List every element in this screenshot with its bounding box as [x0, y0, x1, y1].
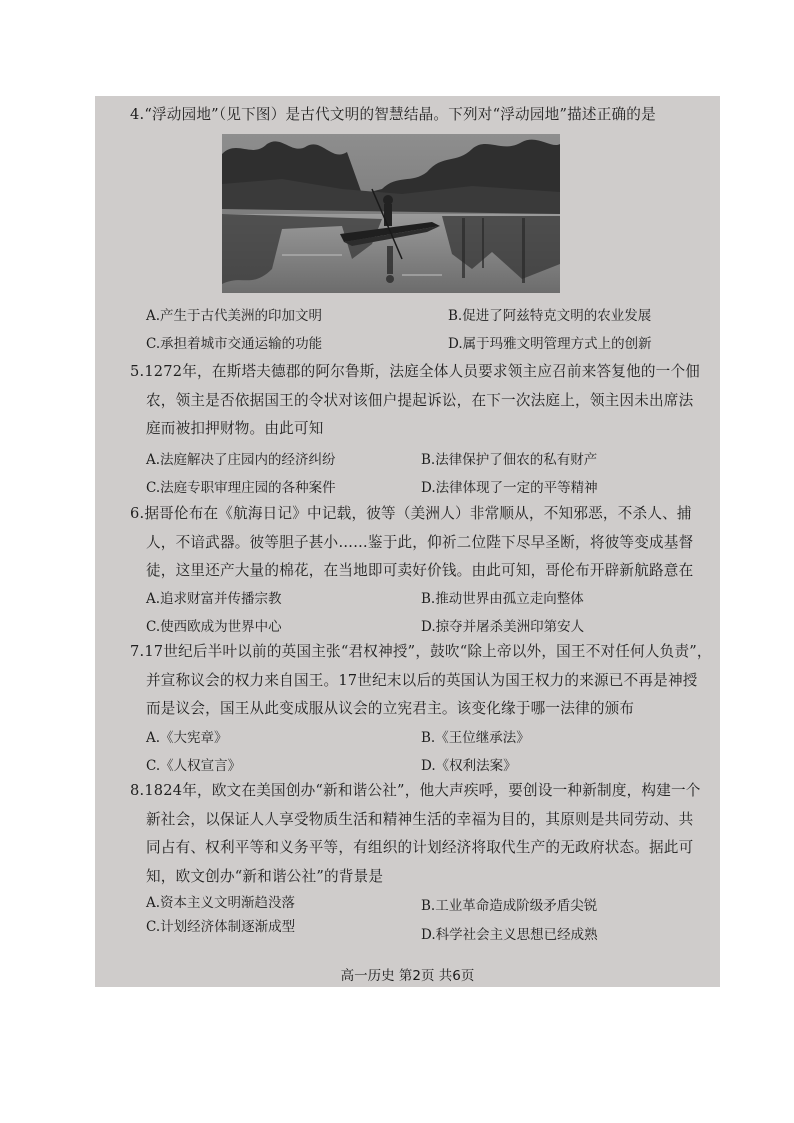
stem-line: 并宣称议会的权力来自国王。17世纪末以后的英国认为国王权力的来源已不再是神授 — [146, 671, 698, 689]
option-d[interactable]: D.法律体现了一定的平等精神 — [421, 480, 598, 496]
stem-line: 知，欧文创办“新和谐公社”的背景是 — [146, 867, 384, 885]
stem-line: 8.1824年，欧文在美国创办“新和谐公社”，他大声疾呼，要创设一种新制度，构建一个 — [130, 782, 701, 799]
stem-line: 人，不谙武器。彼等胆子甚小……鉴于此，仰祈二位陛下尽早圣断，将彼等变成基督 — [146, 533, 694, 551]
stem-line: 5.1272年，在斯塔夫德郡的阿尔鲁斯，法庭全体人员要求领主应召前来答复他的一个佃 — [130, 363, 701, 380]
option-a[interactable]: A.法庭解决了庄园内的经济纠纷 — [146, 452, 336, 468]
option-c[interactable]: C.《人权宣言》 — [146, 758, 242, 774]
option-a[interactable]: A.《大宪章》 — [146, 730, 228, 746]
option-d[interactable]: D.科学社会主义思想已经成熟 — [421, 927, 598, 943]
stem-line: 徒，这里还产大量的棉花，在当地即可卖好价钱。由此可知，哥伦布开辟新航路意在 — [146, 562, 694, 579]
question-6-stem — [130, 500, 715, 586]
stem-line: 6.据哥伦布在《航海日记》中记载，彼等（美洲人）非常顺从，不知邪恶，不杀人、捕 — [130, 505, 692, 522]
stem-line: 新社会，以保证人人享受物质生活和精神生活的幸福为目的，其原则是共同劳动、共 — [146, 810, 694, 828]
page-footer: 高一历史 第2页 共6页 — [340, 968, 475, 984]
question-7-stem — [130, 638, 715, 724]
question-5-stem — [130, 358, 715, 444]
stem-line: 4.“浮动园地”（见下图）是古代文明的智慧结晶。下列对“浮动园地”描述正确的是 — [130, 106, 656, 123]
option-b[interactable]: B.法律保护了佃农的私有财产 — [421, 452, 598, 468]
option-c[interactable]: C.法庭专职审理庄园的各种案件 — [146, 480, 336, 496]
stem-line: 7.17世纪后半叶以前的英国主张“君权神授”，鼓吹“除上帝以外，国王不对任何人负责”， — [130, 643, 712, 660]
option-b[interactable]: B.工业革命造成阶级矛盾尖锐 — [421, 898, 598, 914]
stem-line: 庭而被扣押财物。由此可知 — [146, 420, 324, 437]
option-d[interactable]: D.《权利法案》 — [421, 758, 517, 774]
question-8-stem — [130, 777, 715, 891]
stem-line: 同占有、权利平等和义务平等，有组织的计划经济将取代生产的无政府状态。据此可 — [146, 839, 694, 856]
option-d[interactable]: D.属于玛雅文明管理方式上的创新 — [448, 336, 652, 352]
option-b[interactable]: B.《王位继承法》 — [421, 730, 530, 746]
option-a[interactable]: A.资本主义文明渐趋没落 — [146, 895, 296, 911]
floating-garden-photo — [222, 134, 560, 293]
option-a[interactable]: A.追求财富并传播宗教 — [146, 591, 282, 607]
option-c[interactable]: C.承担着城市交通运输的功能 — [146, 336, 323, 352]
option-c[interactable]: C.计划经济体制逐渐成型 — [146, 919, 296, 935]
question-4-stem — [130, 101, 715, 130]
option-b[interactable]: B.促进了阿兹特克文明的农业发展 — [448, 308, 652, 324]
exam-page — [95, 96, 720, 987]
option-a[interactable]: A.产生于古代美洲的印加文明 — [146, 308, 323, 324]
option-d[interactable]: D.掠夺并屠杀美洲印第安人 — [421, 619, 585, 635]
option-c[interactable]: C.使西欧成为世界中心 — [146, 619, 282, 635]
stem-line: 而是议会，国王从此变成服从议会的立宪君主。该变化缘于哪一法律的颁布 — [146, 700, 635, 717]
option-b[interactable]: B.推动世界由孤立走向整体 — [421, 591, 584, 607]
stem-line: 农，领主是否依据国王的令状对该佃户提起诉讼，在下一次法庭上，领主因未出席法 — [146, 391, 694, 409]
